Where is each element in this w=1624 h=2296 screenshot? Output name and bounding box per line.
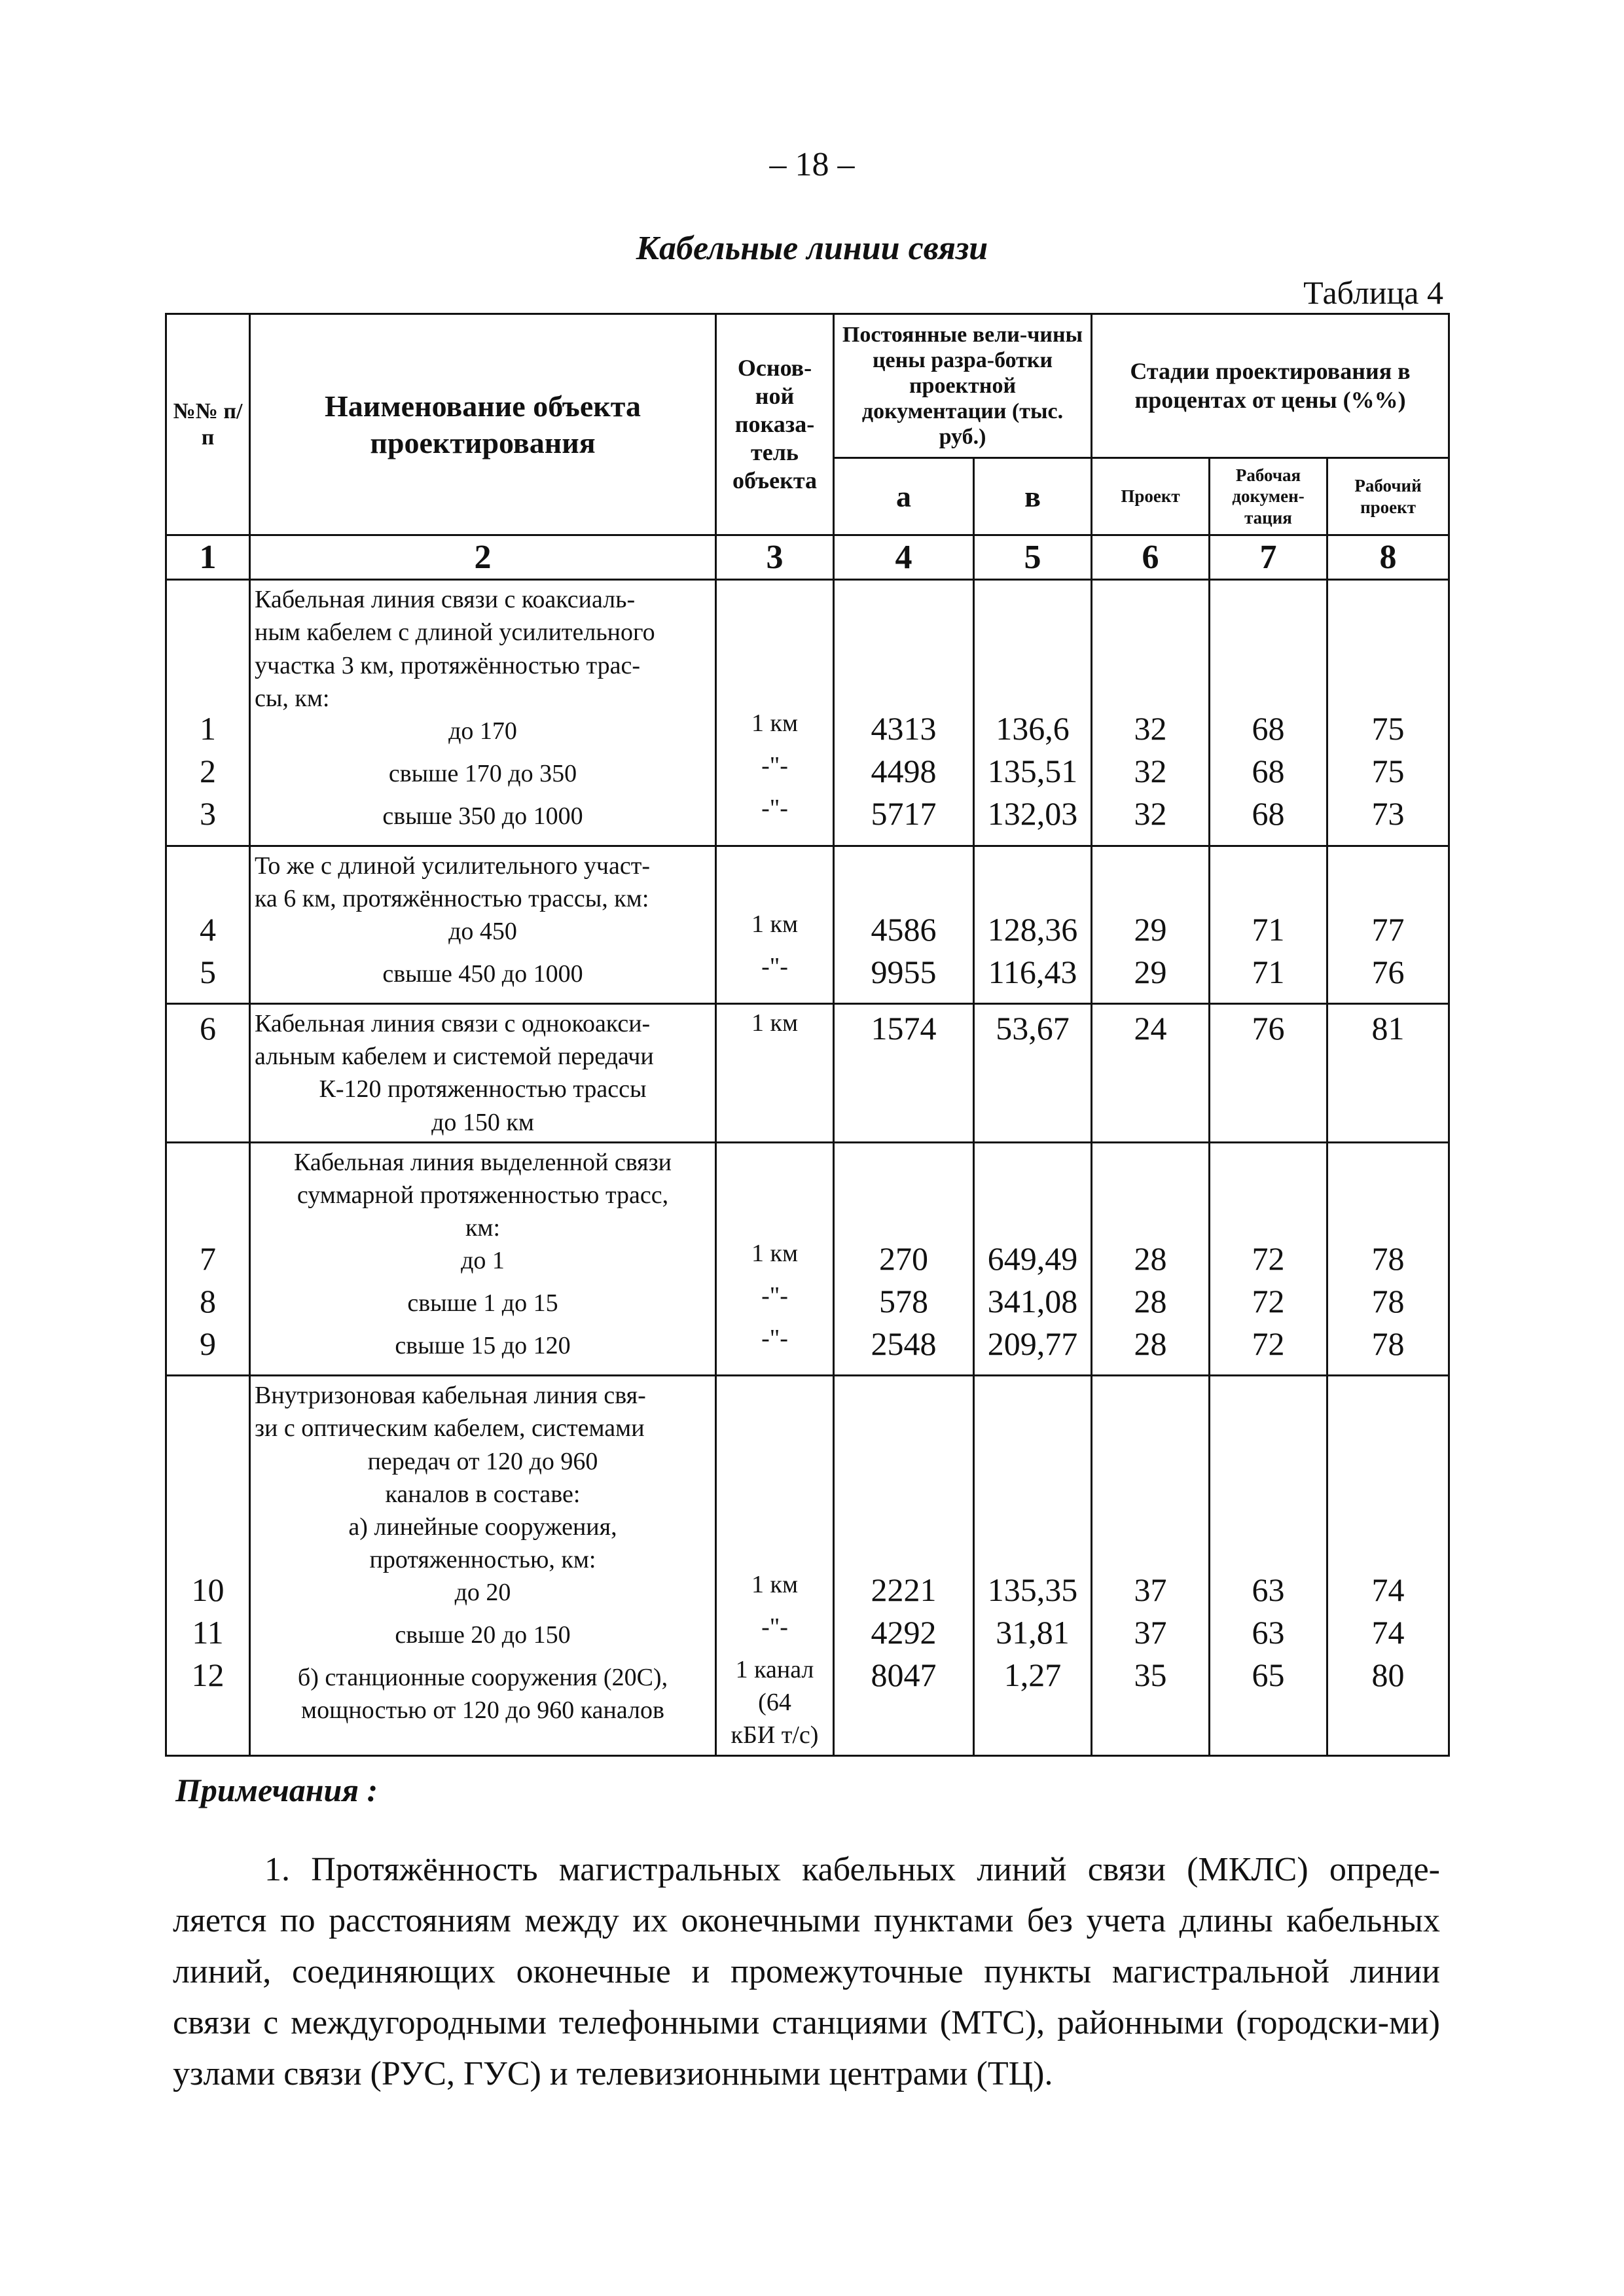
stage-work-project: 81 [1371,1010,1405,1047]
stage-work-docs-cell [1210,1142,1327,1375]
value-b-cell [974,1376,1092,1756]
value-b-cell [974,580,1092,846]
value-b-cell [974,846,1092,1003]
stage-work-project-cell [1327,1004,1449,1143]
object-name-line: Кабельная линия связи с коаксиаль- [255,586,636,614]
note-item: 1. Протяжённость магистральных кабельных линий связи (МКЛС) опреде-ляется по расстояниям между их оконечными пунктами без учета длины кабельных линий, соединяющих оконечные и промежуточные пункты магистральной линии связи с междугородными телефонными станциями (МТС), районными (городски-ми) узлами связи (РУС, ГУС) и телевизионными центрами (ТЦ). [173,1851,1440,2092]
stage-project-cell [1092,1142,1210,1375]
object-name-line: б) станционные сооружения (20С), [297,1664,668,1692]
row-number-cell [166,580,250,846]
object-name-cell [250,1142,716,1375]
stage-work-docs-cell [1210,846,1327,1003]
object-name-line: сы, км: [255,684,330,712]
indicator-unit: 1 км [751,1239,798,1267]
object-name-line: до 20 [454,1579,511,1607]
stage-work-docs: 72 [1252,1325,1285,1362]
object-name-cell [250,580,716,846]
indicator-unit: -"- [761,1613,788,1641]
value-a: 4292 [871,1614,937,1651]
value-a: 2548 [871,1325,937,1362]
indicator-unit: -"- [761,1282,788,1310]
stage-work-project-cell [1327,1142,1449,1375]
value-b: 649,49 [987,1240,1078,1277]
object-name-line: свыше 1 до 15 [407,1289,558,1318]
value-a-cell [834,1004,974,1143]
stage-work-project: 74 [1371,1614,1405,1651]
header-stages: Стадии проектирования в процентах от цены (%%) [1092,314,1449,458]
object-name-line: до 170 [448,717,517,745]
indicator-unit: -"- [761,1324,788,1352]
header-work-project: Рабочий проект [1327,458,1449,535]
column-number: 3 [716,535,834,580]
stage-work-docs: 76 [1252,1010,1285,1047]
object-name-line: зи с оптическим кабелем, системами [255,1414,645,1443]
column-number: 7 [1210,535,1327,580]
page-title: Кабельные линии связи [636,230,988,267]
row-number: 6 [200,1010,216,1047]
object-name-line: То же с длиной усилительного участ- [255,852,650,880]
stage-project: 29 [1134,953,1167,990]
object-name-line: до 150 км [431,1108,534,1136]
table-row [166,580,1449,846]
value-b: 135,51 [987,753,1078,790]
object-name-line: альным кабелем и системой передачи [255,1043,654,1071]
table-row [166,1004,1449,1143]
stage-work-docs: 63 [1252,1614,1285,1651]
stage-work-docs: 68 [1252,795,1285,833]
row-number: 10 [191,1571,225,1609]
row-number-cell [166,846,250,1003]
stage-work-docs: 63 [1252,1571,1285,1609]
object-name-line: свыше 15 до 120 [395,1332,571,1360]
table-label: Таблица 4 [1303,274,1443,311]
indicator-unit-cell [716,580,834,846]
stage-work-project: 75 [1371,753,1405,790]
object-name-cell [250,1376,716,1756]
stage-work-project: 74 [1371,1571,1405,1609]
stage-work-docs: 72 [1252,1282,1285,1319]
stage-project: 37 [1134,1571,1167,1609]
value-a: 4313 [871,710,937,747]
indicator-unit: 1 км [751,1009,798,1037]
value-a-cell [834,580,974,846]
value-a-cell [834,1142,974,1375]
value-a-cell [834,846,974,1003]
column-number: 6 [1092,535,1210,580]
value-a: 8047 [871,1657,937,1694]
column-number: 2 [250,535,716,580]
row-number-cell [166,1376,250,1756]
row-number: 1 [200,710,216,747]
row-number: 9 [200,1325,216,1362]
value-b: 132,03 [987,795,1078,833]
object-name-line: мощностью от 120 до 960 каналов [301,1696,664,1725]
object-name-line: передач от 120 до 960 [367,1447,598,1475]
value-b: 31,81 [996,1614,1070,1651]
row-number: 5 [200,953,216,990]
object-name-cell [250,1004,716,1143]
indicator-unit: -"- [761,752,788,780]
stage-project: 24 [1134,1010,1167,1047]
table-body [166,580,1449,1756]
indicator-unit: кБИ т/с) [731,1721,819,1749]
stage-project-cell [1092,1004,1210,1143]
indicator-unit-cell [716,1142,834,1375]
stage-work-project: 78 [1371,1282,1405,1319]
value-a: 270 [879,1240,928,1277]
table-row [166,846,1449,1003]
indicator-unit-cell [716,1004,834,1143]
stage-project: 37 [1134,1614,1167,1651]
stage-work-project: 73 [1371,795,1405,833]
object-name-line: Кабельная линия выделенной связи [294,1148,672,1176]
indicator-unit: -"- [761,795,788,823]
header-work-docs: Рабочая докумен-тация [1210,458,1327,535]
object-name-line: свыше 450 до 1000 [382,960,583,988]
value-a: 1574 [871,1010,937,1047]
object-name-line: ка 6 км, протяжённостью трассы, км: [255,884,649,912]
stage-work-project: 78 [1371,1325,1405,1362]
row-number: 8 [200,1282,216,1319]
stage-work-project-cell [1327,1376,1449,1756]
stage-work-docs: 65 [1252,1657,1285,1694]
row-number: 2 [200,753,216,790]
value-b: 341,08 [987,1282,1078,1319]
header-constants: Постоянные вели-чины цены разра-ботки проектной документации (тыс. руб.) [834,314,1092,458]
column-number: 1 [166,535,250,580]
value-a: 4498 [871,753,937,790]
stage-work-docs: 68 [1252,710,1285,747]
indicator-unit: 1 км [751,910,798,938]
value-a: 9955 [871,953,937,990]
header-indicator: Основ-ной показа-тель объекта [716,314,834,535]
indicator-unit: (64 [758,1689,791,1717]
object-name-line: до 450 [448,918,517,946]
stage-project-cell [1092,846,1210,1003]
stage-work-project-cell [1327,580,1449,846]
row-number: 4 [200,910,216,948]
stage-project-cell [1092,1376,1210,1756]
header-b: в [974,458,1092,535]
stage-work-docs-cell [1210,1004,1327,1143]
row-number-cell [166,1004,250,1143]
object-name-line: Кабельная линия связи с однокоакси- [255,1010,651,1038]
object-name-line: свыше 170 до 350 [388,759,577,787]
object-name-cell [250,846,716,1003]
stage-work-docs: 71 [1252,953,1285,990]
stage-project: 29 [1134,910,1167,948]
table-row [166,1376,1449,1756]
stage-work-project: 76 [1371,953,1405,990]
stage-work-docs: 71 [1252,910,1285,948]
indicator-unit-cell [716,1376,834,1756]
value-b: 135,35 [987,1571,1078,1609]
stage-work-docs: 72 [1252,1240,1285,1277]
object-name-line: до 1 [461,1247,505,1275]
object-name-line: а) линейные сооружения, [348,1513,617,1541]
stage-project: 28 [1134,1325,1167,1362]
notes-title: Примечания : [175,1772,378,1808]
value-b: 1,27 [1003,1657,1062,1694]
object-name-line: км: [465,1214,501,1242]
value-a-cell [834,1376,974,1756]
stage-project: 28 [1134,1282,1167,1319]
object-name-line: свыше 20 до 150 [395,1621,571,1649]
row-number: 11 [192,1614,224,1651]
value-b: 209,77 [987,1325,1078,1362]
column-number: 8 [1327,535,1449,580]
row-number: 12 [191,1657,225,1694]
column-number: 4 [834,535,974,580]
stage-project: 32 [1134,710,1167,747]
indicator-unit: 1 канал [735,1656,814,1684]
value-b: 53,67 [996,1010,1070,1047]
page-number: – 18 – [769,146,855,183]
stage-work-docs: 68 [1252,753,1285,790]
stage-project: 35 [1134,1657,1167,1694]
stage-project-cell [1092,580,1210,846]
row-number: 3 [200,795,216,833]
value-b: 136,6 [996,710,1070,747]
stage-project: 28 [1134,1240,1167,1277]
value-a: 4586 [871,910,937,948]
object-name-line: ным кабелем с длиной усилительного [255,619,655,647]
object-name-line: участка 3 км, протяжённостью трас- [255,651,641,679]
stage-work-project: 78 [1371,1240,1405,1277]
row-number-cell [166,1142,250,1375]
value-b-cell [974,1004,1092,1143]
value-b: 128,36 [987,910,1078,948]
stage-work-project: 80 [1371,1657,1405,1694]
object-name-line: свыше 350 до 1000 [382,802,583,830]
column-number: 5 [974,535,1092,580]
indicator-unit: -"- [761,952,788,980]
header-a: а [834,458,974,535]
object-name-line: Внутризоновая кабельная линия свя- [255,1382,646,1410]
value-a: 2221 [871,1571,937,1609]
object-name-line: К-120 протяженностью трассы [319,1075,647,1103]
table-row [166,1142,1449,1375]
object-name-line: суммарной протяженностью трасс, [297,1181,669,1209]
object-name-line: каналов в составе: [385,1480,581,1508]
main-table [165,313,1450,1757]
indicator-unit: 1 км [751,1571,798,1599]
stage-work-project: 77 [1371,910,1405,948]
header-name: Наименование объекта проектирования [250,314,716,535]
indicator-unit: 1 км [751,709,798,738]
stage-work-project: 75 [1371,710,1405,747]
header-project: Проект [1092,458,1210,535]
value-a: 578 [879,1282,928,1319]
column-numbers-row [166,535,1449,580]
stage-project: 32 [1134,795,1167,833]
value-b-cell [974,1142,1092,1375]
value-b: 116,43 [988,953,1077,990]
indicator-unit-cell [716,846,834,1003]
object-name-line: протяженностью, км: [369,1546,596,1573]
stage-work-docs-cell [1210,580,1327,846]
value-a: 5717 [871,795,937,833]
stage-work-project-cell [1327,846,1449,1003]
header-number: №№ п/п [166,314,250,535]
stage-project: 32 [1134,753,1167,790]
row-number: 7 [200,1240,216,1277]
stage-work-docs-cell [1210,1376,1327,1756]
